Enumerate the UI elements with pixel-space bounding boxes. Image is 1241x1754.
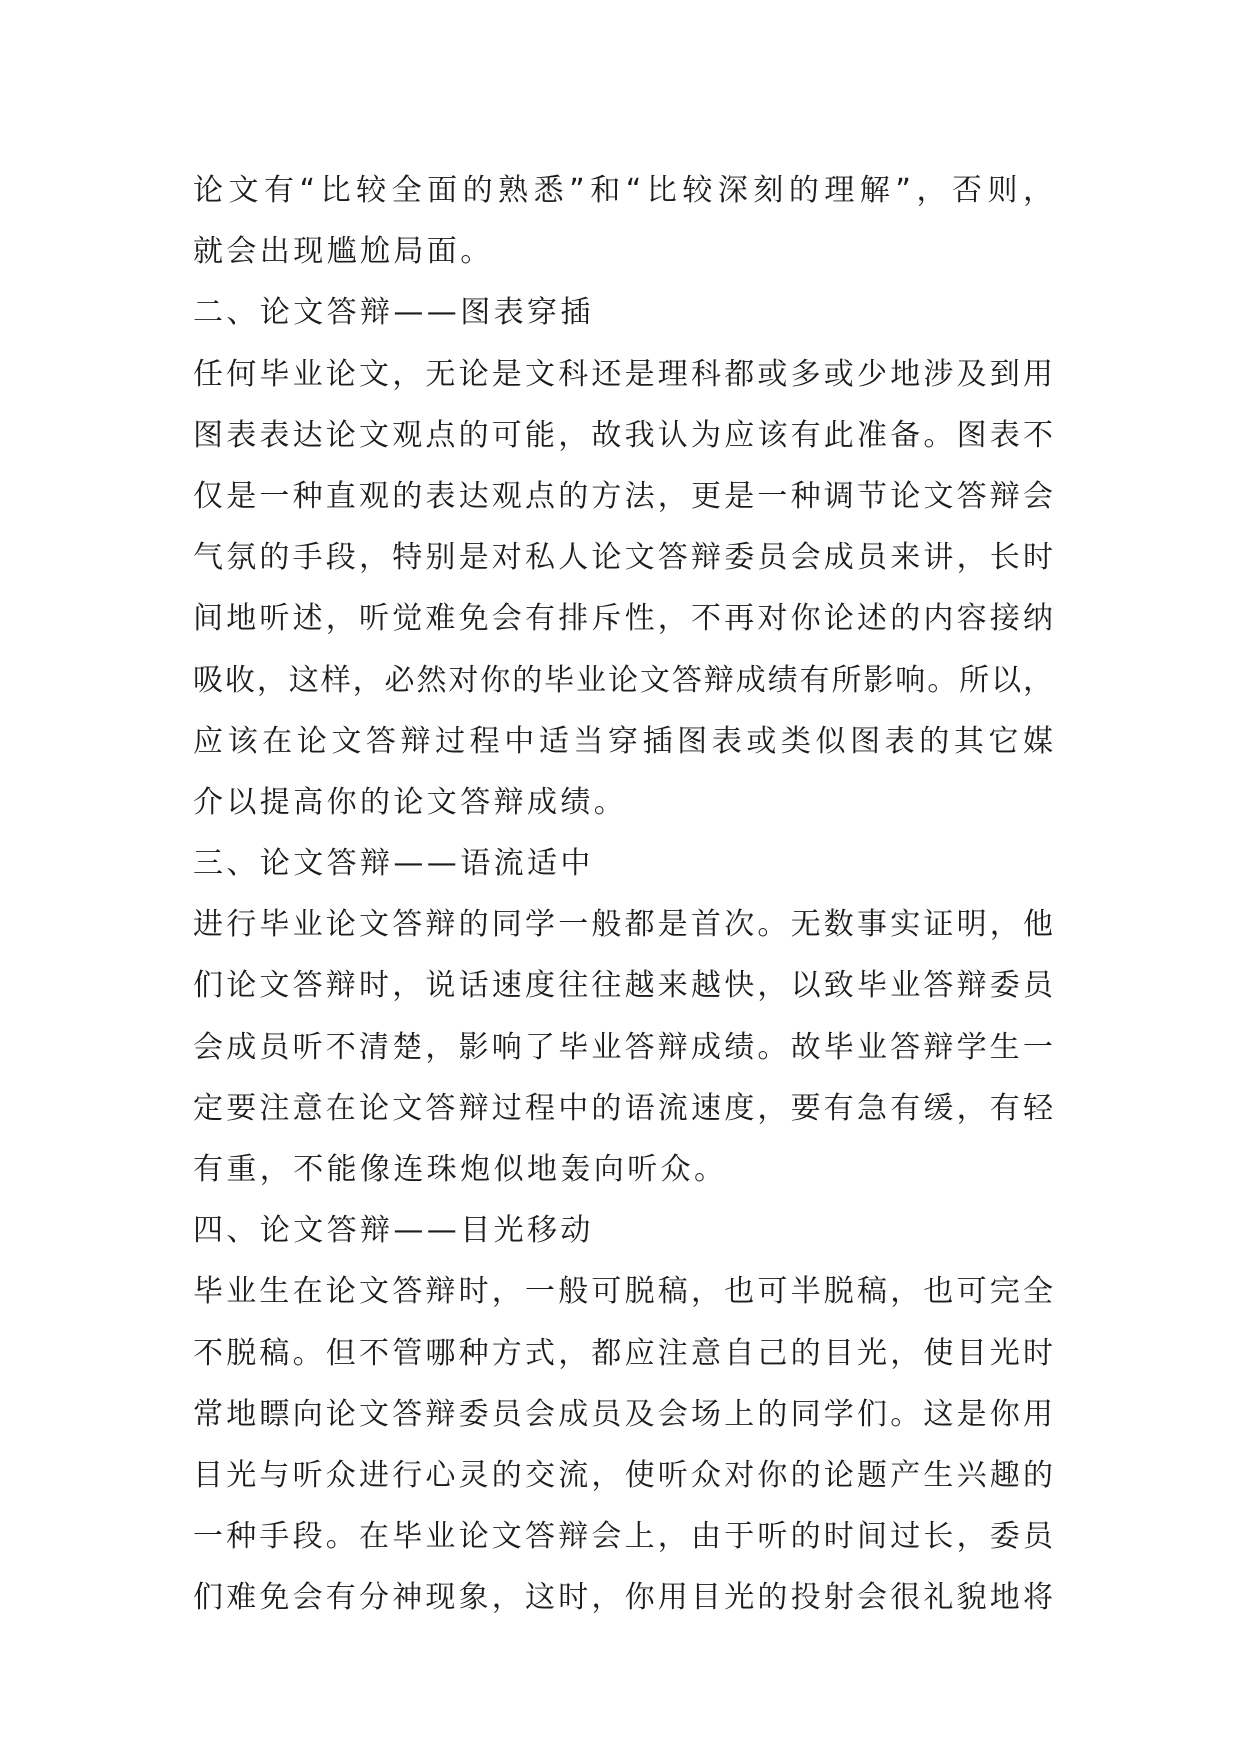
text-line: 仅是一种直观的表达观点的方法，更是一种调节论文答辩会 [193,478,1053,514]
section-heading: 三、论文答辩——语流适中 [193,846,594,882]
text-line: 图表表达论文观点的可能，故我认为应该有此准备。图表不 [193,417,1053,453]
text-line: 目光与听众进行心灵的交流，使听众对你的论题产生兴趣的 [193,1457,1053,1493]
text-line: 们论文答辩时，说话速度往往越来越快，以致毕业答辩委员 [193,968,1053,1004]
text-line: 任何毕业论文，无论是文科还是理科都或多或少地涉及到用 [193,356,1053,392]
text-line: 有重，不能像连珠炮似地轰向听众。 [193,1152,728,1187]
text-line: 一种手段。在毕业论文答辩会上，由于听的时间过长，委员 [193,1519,1053,1555]
section-heading: 四、论文答辩——目光移动 [193,1213,594,1249]
text-line: 会成员听不清楚，影响了毕业答辩成绩。故毕业答辩学生一 [193,1029,1053,1065]
text-line: 应该在论文答辩过程中适当穿插图表或类似图表的其它媒 [193,723,1053,759]
text-line: 不脱稿。但不管哪种方式，都应注意自己的目光，使目光时 [193,1335,1053,1371]
section-heading: 二、论文答辩——图表穿插 [193,295,594,331]
text-line: 间地听述，听觉难免会有排斥性，不再对你论述的内容接纳 [193,601,1053,637]
document-page [193,160,1053,1629]
text-line: 吸收，这样，必然对你的毕业论文答辩成绩有所影响。所以， [193,662,1053,698]
text-line: 们难免会有分神现象，这时，你用目光的投射会很礼貌地将 [193,1580,1053,1616]
text-line: 论文有“比较全面的熟悉”和“比较深刻的理解”，否则， [193,173,1053,208]
text-line: 介以提高你的论文答辩成绩。 [193,784,628,820]
text-line: 气氛的手段，特别是对私人论文答辩委员会成员来讲，长时 [193,540,1053,576]
text-line: 定要注意在论文答辩过程中的语流速度，要有急有缓，有轻 [193,1090,1053,1126]
text-line: 常地瞟向论文答辩委员会成员及会场上的同学们。这是你用 [193,1396,1053,1432]
text-line: 就会出现尴尬局面。 [193,234,494,270]
text-line: 进行毕业论文答辩的同学一般都是首次。无数事实证明，他 [193,907,1053,943]
text-line: 毕业生在论文答辩时，一般可脱稿，也可半脱稿，也可完全 [193,1274,1053,1310]
